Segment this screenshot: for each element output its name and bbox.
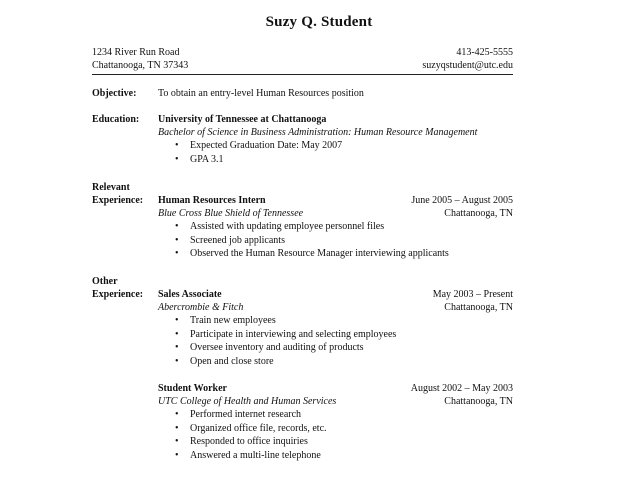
education-bullets <box>158 139 513 166</box>
address-line-2: Chattanooga, TN 37343 <box>92 60 189 71</box>
job-entry <box>158 382 513 462</box>
job-title: Human Resources Intern <box>158 195 266 206</box>
email-address: suzyqstudent@utc.edu <box>422 60 513 71</box>
job-dates: August 2002 – May 2003 <box>410 383 513 394</box>
job-entry <box>158 288 513 368</box>
relevant-label-line1: Relevant <box>92 182 130 193</box>
job-organization: Abercrombie & Fitch <box>158 302 244 313</box>
relevant-label-line2: Experience: <box>92 195 144 206</box>
other-label-line1: Other <box>92 276 118 287</box>
list-item: • GPA 3.1 <box>190 153 513 167</box>
list-item: • Assisted with updating employee personnel files <box>190 220 513 234</box>
list-item: • Oversee inventory and auditing of products <box>190 341 513 355</box>
job-dates: June 2005 – August 2005 <box>411 195 513 206</box>
job-location: Chattanooga, TN <box>444 396 513 407</box>
list-item: • Participate in interviewing and selecting employees <box>190 328 513 342</box>
school-name: University of Tennessee at Chattanooga <box>158 114 327 125</box>
job-location: Chattanooga, TN <box>444 208 513 219</box>
objective-text: To obtain an entry-level Human Resources position <box>158 88 364 99</box>
job-location: Chattanooga, TN <box>444 302 513 313</box>
job-bullets <box>158 220 513 261</box>
list-item: • Answered a multi-line telephone <box>190 449 513 463</box>
job-dates: May 2003 – Present <box>432 289 513 300</box>
contact-block <box>92 46 513 72</box>
objective-label: Objective: <box>92 88 137 99</box>
list-item: • Open and close store <box>190 355 513 369</box>
resume-name: Suzy Q. Student <box>265 14 373 30</box>
list-item: • Observed the Human Resource Manager interviewing applicants <box>190 247 513 261</box>
list-item: • Screened job applicants <box>190 234 513 248</box>
education-label: Education: <box>92 114 140 125</box>
job-bullets <box>158 408 513 462</box>
list-item: • Expected Graduation Date: May 2007 <box>190 139 513 153</box>
list-item: • Organized office file, records, etc. <box>190 422 513 436</box>
phone-number: 413-425-5555 <box>456 47 513 58</box>
degree-name: Bachelor of Science in Business Administration: Human Resource Management <box>158 127 478 138</box>
list-item: • Performed internet research <box>190 408 513 422</box>
address-line-1: 1234 River Run Road <box>92 47 180 58</box>
job-bullets <box>158 314 513 368</box>
job-organization: UTC College of Health and Human Services <box>158 396 337 407</box>
list-item: • Train new employees <box>190 314 513 328</box>
header-divider <box>92 74 513 75</box>
job-title: Sales Associate <box>158 289 222 300</box>
job-title: Student Worker <box>158 383 227 394</box>
other-label-line2: Experience: <box>92 289 144 300</box>
job-entry <box>158 194 513 261</box>
job-organization: Blue Cross Blue Shield of Tennessee <box>158 208 304 219</box>
list-item: • Responded to office inquiries <box>190 435 513 449</box>
